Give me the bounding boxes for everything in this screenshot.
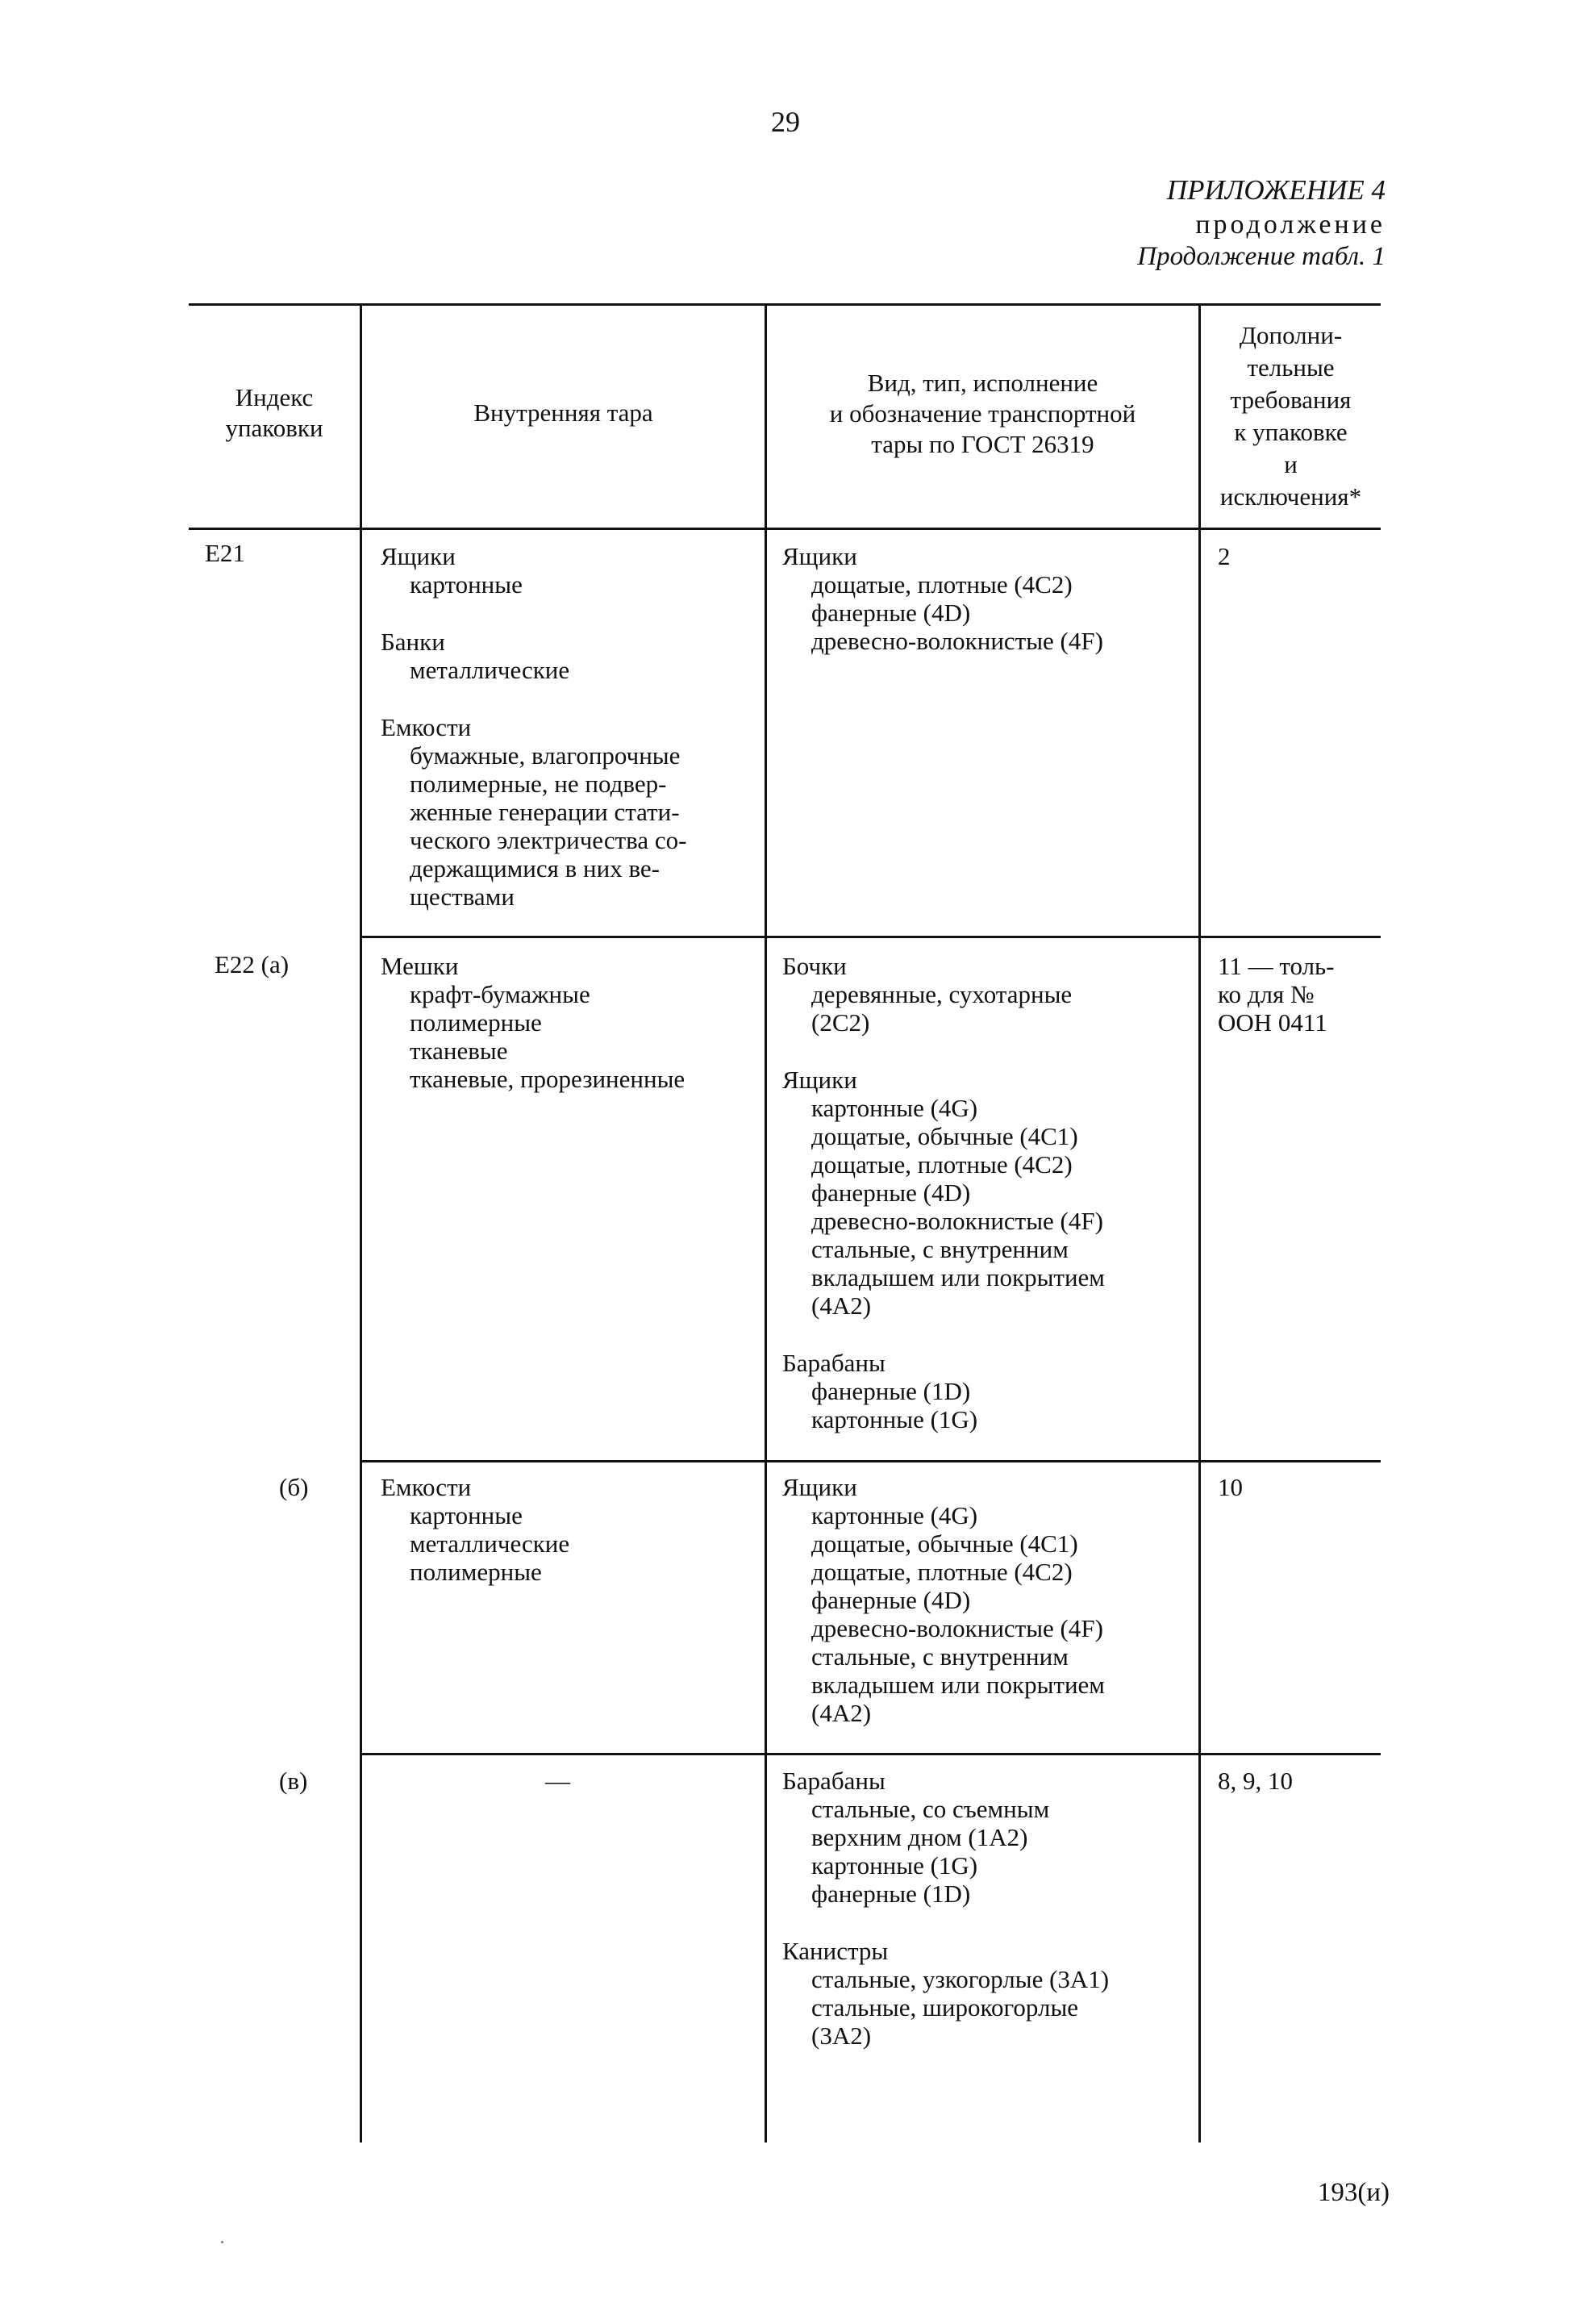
row-rule-v (360, 1753, 1381, 1755)
row-extra-e21: 2 (1218, 542, 1231, 570)
row-index-v: (в) (279, 1767, 308, 1795)
row-index-e21: E21 (205, 539, 245, 567)
row-inner-e22a (381, 952, 685, 1093)
row-extra-v: 8, 9, 10 (1218, 1767, 1293, 1795)
list-item: Бочки деревянные, сухотарные (2C2) (782, 952, 1073, 1037)
list-item: Ящики картонные (4G) дощатые, обычные (4C1) дощатые, плотные (4C2) фанерные (4D) древесно-волокнистые (4F) стальные, с внутренним вкладышем или покрытием (4A2) (782, 1473, 1105, 1727)
row-transport-e22a (782, 952, 1105, 1433)
header-bottom-rule (189, 528, 1381, 530)
row-inner-b (381, 1473, 569, 1586)
column-rule-1 (360, 303, 362, 2143)
header-transport: Вид, тип, исполнение и обозначение транспортной тары по ГОСТ 26319 (829, 369, 1136, 458)
list-item: Ящики картонные (4G) дощатые, обычные (4C1) дощатые, плотные (4C2) фанерные (4D) древесно-волокнистые (4F) стальные, с внутренним вкладышем или покрытием (4A2) (782, 1066, 1105, 1320)
header-index: Индекс упаковки (225, 383, 323, 442)
list-item: Банки металлические (381, 628, 570, 684)
column-rule-2 (765, 303, 767, 2143)
column-rule-3 (1198, 303, 1201, 2143)
list-item: Ящики дощатые, плотные (4C2) фанерные (4D) древесно-волокнистые (4F) (782, 542, 1103, 655)
list-item: Барабаны стальные, со съемным верхним дном (1A2) картонные (1G) фанерные (1D) (782, 1767, 1050, 1908)
list-item: Емкости картонные металлические полимерные (381, 1473, 570, 1586)
row-transport-e21 (782, 542, 1103, 655)
row-transport-v (782, 1767, 1109, 2050)
appendix-continuation: продолжение (1195, 210, 1386, 240)
row-rule-b (360, 1460, 1381, 1462)
appendix-title: ПРИЛОЖЕНИЕ 4 (1166, 174, 1386, 206)
row-inner-e21 (381, 542, 686, 911)
table-continuation: Продолжение табл. 1 (1137, 242, 1386, 271)
scan-speck (221, 2241, 223, 2243)
row-extra-b: 10 (1218, 1473, 1243, 1501)
list-item: Емкости бумажные, влагопрочные полимерные, не подвер- женные генерации стати- ческого электричества со- держащимися в них ве- ществами (381, 713, 687, 911)
list-item: Канистры стальные, узкогорлые (3A1) стальные, широкогорлые (3A2) (782, 1937, 1110, 2050)
header-extra: Дополни- тельные требования к упаковке и исключения* (1219, 321, 1362, 511)
list-item: Мешки крафт-бумажные полимерные тканевые тканевые, прорезиненные (381, 952, 685, 1093)
row-index-e22a: E22 (а) (215, 950, 290, 978)
table-top-rule (189, 303, 1381, 306)
row-extra-e22a: 11 — толь- ко для № ООН 0411 (1218, 952, 1335, 1037)
row-inner-v: — (545, 1767, 570, 1795)
row-rule-e22 (360, 936, 1381, 938)
row-transport-b (782, 1473, 1105, 1727)
list-item: Барабаны фанерные (1D) картонные (1G) (782, 1349, 978, 1433)
page-number: 29 (771, 106, 800, 138)
row-index-b: (б) (279, 1473, 309, 1501)
header-inner: Внутренняя тара (473, 398, 653, 427)
footer-code: 193(и) (1317, 2178, 1390, 2207)
list-item: Ящики картонные (381, 542, 523, 599)
